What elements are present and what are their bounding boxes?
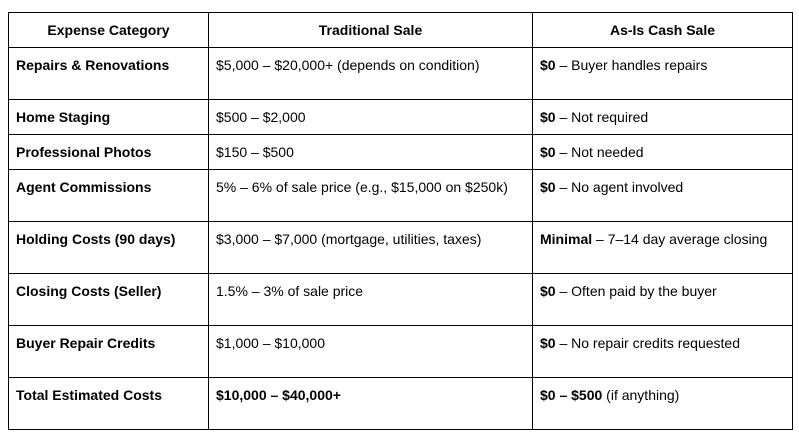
as-is-cell xyxy=(533,135,793,170)
traditional-cell xyxy=(209,135,533,170)
as-is-cell xyxy=(533,170,793,222)
traditional-cell xyxy=(209,326,533,378)
as-is-text: – Not needed xyxy=(555,144,644,160)
table-row xyxy=(9,135,793,170)
header-as-is-cash-sale: As-Is Cash Sale xyxy=(533,13,793,48)
as-is-emphasis: Minimal xyxy=(540,231,593,247)
table-row xyxy=(9,170,793,222)
as-is-emphasis: $0 xyxy=(540,335,556,351)
as-is-emphasis: $0 xyxy=(540,109,556,125)
row-category: Home Staging xyxy=(9,100,209,135)
table-row xyxy=(9,326,793,378)
as-is-emphasis: $0 xyxy=(540,283,556,299)
traditional-text: 5% – 6% of sale price (e.g., $15,000 on $250k) xyxy=(216,179,508,195)
traditional-text: $1,000 – $10,000 xyxy=(216,335,325,351)
traditional-cell xyxy=(209,222,533,274)
table-row xyxy=(9,48,793,100)
traditional-text: 1.5% – 3% of sale price xyxy=(216,283,364,299)
header-traditional-sale: Traditional Sale xyxy=(209,13,533,48)
as-is-text: (if anything) xyxy=(602,387,680,403)
as-is-text: – Buyer handles repairs xyxy=(555,57,708,73)
as-is-emphasis: $0 – $500 xyxy=(540,387,603,403)
table-header-row xyxy=(9,13,793,48)
traditional-cell xyxy=(209,274,533,326)
table-row xyxy=(9,222,793,274)
as-is-emphasis: $0 xyxy=(540,179,556,195)
table-row-total xyxy=(9,378,793,430)
row-category: Closing Costs (Seller) xyxy=(9,274,209,326)
as-is-cell xyxy=(533,48,793,100)
as-is-text: – Not required xyxy=(555,109,649,125)
row-category: Agent Commissions xyxy=(9,170,209,222)
as-is-text: – 7–14 day average closing xyxy=(592,231,768,247)
row-category: Total Estimated Costs xyxy=(9,378,209,430)
row-category: Repairs & Renovations xyxy=(9,48,209,100)
table-row xyxy=(9,100,793,135)
as-is-cell xyxy=(533,274,793,326)
traditional-text: $150 – $500 xyxy=(216,144,294,160)
as-is-emphasis: $0 xyxy=(540,57,556,73)
as-is-text: – No repair credits requested xyxy=(555,335,741,351)
as-is-emphasis: $0 xyxy=(540,144,556,160)
traditional-emphasis: $10,000 – $40,000+ xyxy=(216,387,341,403)
as-is-text: – Often paid by the buyer xyxy=(555,283,717,299)
as-is-text: – No agent involved xyxy=(555,179,684,195)
traditional-cell xyxy=(209,100,533,135)
as-is-cell xyxy=(533,326,793,378)
row-category: Professional Photos xyxy=(9,135,209,170)
as-is-cell xyxy=(533,378,793,430)
traditional-cell xyxy=(209,48,533,100)
expense-comparison-table xyxy=(8,12,793,430)
row-category: Buyer Repair Credits xyxy=(9,326,209,378)
traditional-cell xyxy=(209,170,533,222)
traditional-cell xyxy=(209,378,533,430)
traditional-text: $3,000 – $7,000 (mortgage, utilities, taxes) xyxy=(216,231,482,247)
header-expense-category: Expense Category xyxy=(9,13,209,48)
traditional-text: $5,000 – $20,000+ (depends on condition) xyxy=(216,57,480,73)
as-is-cell xyxy=(533,222,793,274)
as-is-cell xyxy=(533,100,793,135)
row-category: Holding Costs (90 days) xyxy=(9,222,209,274)
traditional-text: $500 – $2,000 xyxy=(216,109,306,125)
table-row xyxy=(9,274,793,326)
